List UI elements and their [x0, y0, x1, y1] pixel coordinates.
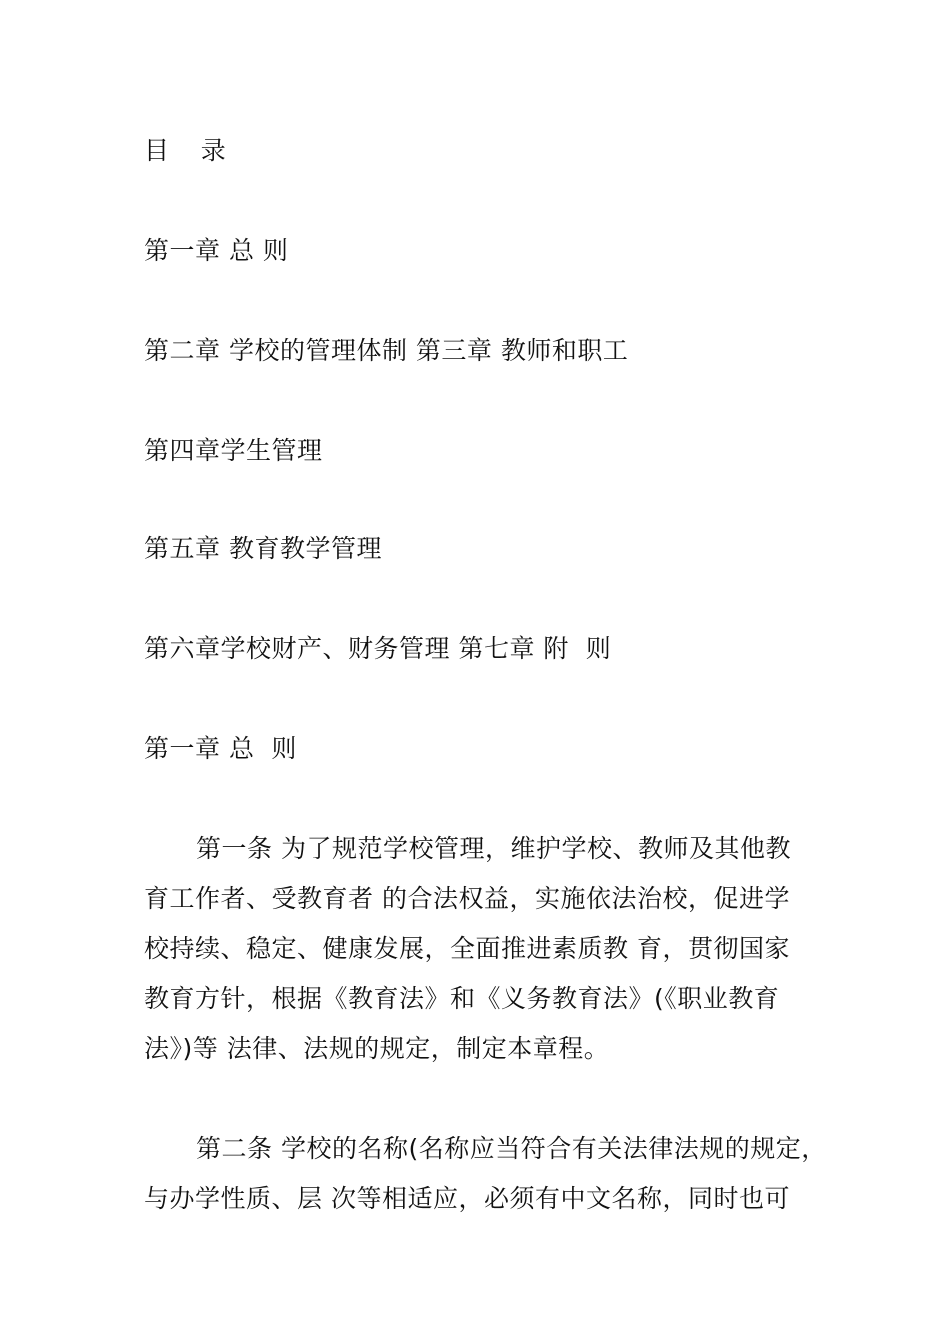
article-1-line: 法》)等 法律、法规的规定，制定本章程。: [144, 1034, 610, 1063]
article-1-line: 教育方针，根据《教育法》和《义务教育法》(《职业教育: [144, 984, 780, 1013]
toc-entry-chapter-5: 第五章 教育教学管理: [144, 534, 382, 563]
article-1-line: 第一条 为了规范学校管理，维护学校、教师及其他教: [196, 834, 791, 863]
article-1-line: 校持续、稳定、健康发展，全面推进素质教 育，贯彻国家: [144, 934, 790, 963]
article-2-paragraph: [144, 1124, 834, 1224]
article-2-line: 第二条 学校的名称(名称应当符合有关法律法规的规定，: [196, 1134, 827, 1163]
toc-title: 目 录: [144, 136, 226, 165]
article-1-paragraph: [144, 824, 834, 1074]
toc-entry-chapter-4: 第四章学生管理: [144, 436, 323, 465]
toc-entry-chapter-1: 第一章 总 则: [144, 236, 289, 265]
chapter-heading: 第一章 总 则: [144, 734, 297, 763]
toc-entry-chapter-2-3: 第二章 学校的管理体制 第三章 教师和职工: [144, 336, 629, 365]
article-1-line: 育工作者、受教育者 的合法权益，实施依法治校，促进学: [144, 884, 790, 913]
toc-entry-chapter-6-7: 第六章学校财产、财务管理 第七章 附 则: [144, 634, 612, 663]
article-2-line: 与办学性质、层 次等相适应，必须有中文名称，同时也可: [144, 1184, 790, 1213]
